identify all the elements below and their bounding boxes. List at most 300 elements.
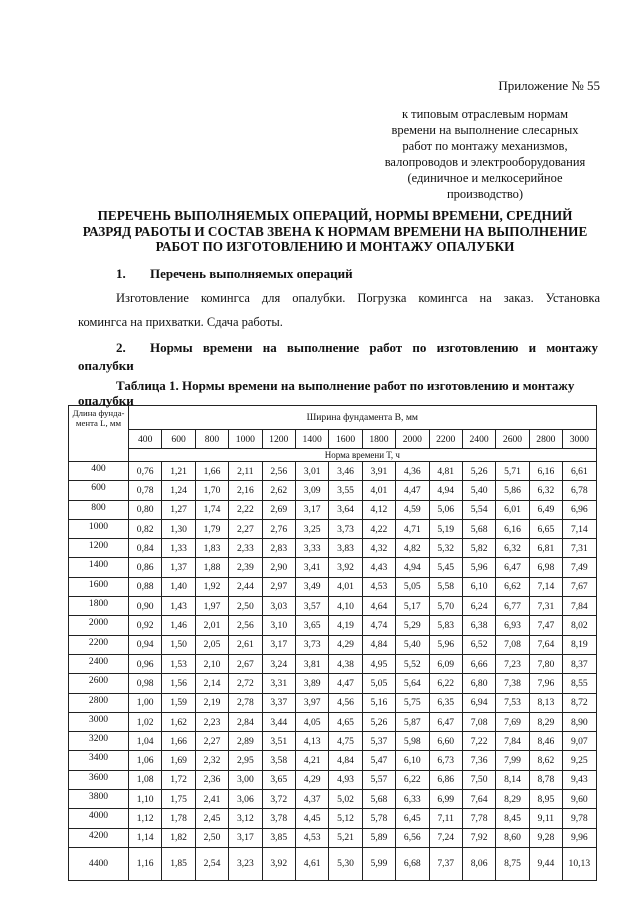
norm-cell: 9,78 xyxy=(563,809,597,828)
norm-cell: 6,16 xyxy=(496,519,529,538)
norm-cell: 4,13 xyxy=(295,732,328,751)
norm-cell: 2,16 xyxy=(229,481,262,500)
norm-cell: 3,81 xyxy=(295,654,328,673)
norm-cell: 9,60 xyxy=(563,790,597,809)
section2-heading-line1: Нормы времени на выполнение работ по изготовлению и монтажу xyxy=(150,340,598,355)
norm-cell: 1,82 xyxy=(162,828,195,847)
table-row xyxy=(69,751,597,770)
norm-cell: 2,76 xyxy=(262,519,295,538)
norm-cell: 1,37 xyxy=(162,558,195,577)
norm-cell: 6,62 xyxy=(496,577,529,596)
norm-cell: 5,05 xyxy=(362,674,395,693)
norm-cell: 5,26 xyxy=(362,712,395,731)
norm-cell: 6,24 xyxy=(462,597,495,616)
norm-cell: 1,14 xyxy=(129,828,162,847)
table-row xyxy=(69,693,597,712)
norm-cell: 6,66 xyxy=(462,654,495,673)
norm-cell: 3,91 xyxy=(362,462,395,481)
norm-cell: 8,45 xyxy=(496,809,529,828)
norm-cell: 8,46 xyxy=(529,732,562,751)
norm-cell: 2,36 xyxy=(195,770,228,789)
norm-cell: 1,00 xyxy=(129,693,162,712)
norm-cell: 6,78 xyxy=(563,481,597,500)
norm-cell: 6,77 xyxy=(496,597,529,616)
norm-cell: 3,89 xyxy=(295,674,328,693)
width-col-header: 400 xyxy=(129,430,162,449)
norm-cell: 5,89 xyxy=(362,828,395,847)
norm-cell: 5,96 xyxy=(462,558,495,577)
norm-cell: 5,70 xyxy=(429,597,462,616)
row-length: 2600 xyxy=(69,674,129,693)
norm-header: Норма времени Т, ч xyxy=(129,449,597,462)
norm-cell: 2,19 xyxy=(195,693,228,712)
norm-cell: 7,31 xyxy=(529,597,562,616)
appendix-line: времени на выполнение слесарных xyxy=(391,123,579,137)
norm-cell: 9,07 xyxy=(563,732,597,751)
section1-heading: Перечень выполняемых операций xyxy=(150,266,353,281)
norm-cell: 6,56 xyxy=(396,828,429,847)
norm-cell: 7,38 xyxy=(496,674,529,693)
norm-cell: 5,47 xyxy=(362,751,395,770)
norm-cell: 1,66 xyxy=(195,462,228,481)
table-row xyxy=(69,616,597,635)
norm-cell: 1,70 xyxy=(195,481,228,500)
norm-cell: 7,69 xyxy=(496,712,529,731)
norm-cell: 1,69 xyxy=(162,751,195,770)
norm-cell: 1,85 xyxy=(162,847,195,880)
norm-cell: 3,31 xyxy=(262,674,295,693)
length-header: Длина фунда-мента L, мм xyxy=(69,406,129,462)
norm-cell: 6,98 xyxy=(529,558,562,577)
title-line: РАЗРЯД РАБОТЫ И СОСТАВ ЗВЕНА К НОРМАМ ВРЕМЕНИ НА ВЫПОЛНЕНИЕ xyxy=(82,223,588,239)
norm-cell: 6,32 xyxy=(529,481,562,500)
norm-cell: 5,57 xyxy=(362,770,395,789)
norm-cell: 6,10 xyxy=(396,751,429,770)
norm-cell: 8,55 xyxy=(563,674,597,693)
norm-cell: 7,49 xyxy=(563,558,597,577)
norm-cell: 3,83 xyxy=(329,539,362,558)
norm-cell: 7,64 xyxy=(462,790,495,809)
norm-cell: 7,24 xyxy=(429,828,462,847)
norm-cell: 4,01 xyxy=(329,577,362,596)
table-caption-line1: Таблица 1. Нормы времени на выполнение работ по изготовлению и монтажу xyxy=(116,378,575,393)
norm-cell: 7,96 xyxy=(529,674,562,693)
norm-cell: 1,78 xyxy=(162,809,195,828)
norm-cell: 4,05 xyxy=(295,712,328,731)
norm-cell: 3,46 xyxy=(329,462,362,481)
norm-cell: 1,21 xyxy=(162,462,195,481)
norm-cell: 6,10 xyxy=(462,577,495,596)
norm-cell: 5,64 xyxy=(396,674,429,693)
norm-cell: 6,33 xyxy=(396,790,429,809)
norm-cell: 2,69 xyxy=(262,500,295,519)
norm-cell: 4,22 xyxy=(362,519,395,538)
appendix-line: производство) xyxy=(446,187,524,201)
norm-cell: 7,37 xyxy=(429,847,462,880)
norm-cell: 4,45 xyxy=(295,809,328,828)
norm-cell: 3,65 xyxy=(262,770,295,789)
norm-cell: 8,62 xyxy=(529,751,562,770)
norm-cell: 6,01 xyxy=(496,500,529,519)
norm-cell: 6,73 xyxy=(429,751,462,770)
table-row xyxy=(69,732,597,751)
table-row xyxy=(69,500,597,519)
table-row xyxy=(69,828,597,847)
norm-cell: 4,64 xyxy=(362,597,395,616)
norm-cell: 3,10 xyxy=(262,616,295,635)
table-caption xyxy=(78,378,608,408)
norm-cell: 2,01 xyxy=(195,616,228,635)
section1-number: 1. xyxy=(116,266,126,281)
norm-cell: 4,59 xyxy=(396,500,429,519)
norm-cell: 4,71 xyxy=(396,519,429,538)
row-length: 4000 xyxy=(69,809,129,828)
table-row xyxy=(69,790,597,809)
norm-cell: 2,89 xyxy=(229,732,262,751)
norm-cell: 0,82 xyxy=(129,519,162,538)
width-col-header: 2200 xyxy=(429,430,462,449)
norm-cell: 7,64 xyxy=(529,635,562,654)
norm-cell: 4,94 xyxy=(429,481,462,500)
norm-cell: 1,75 xyxy=(162,790,195,809)
norm-cell: 8,13 xyxy=(529,693,562,712)
norm-cell: 5,98 xyxy=(396,732,429,751)
norm-cell: 6,35 xyxy=(429,693,462,712)
norm-cell: 1,72 xyxy=(162,770,195,789)
norm-cell: 6,65 xyxy=(529,519,562,538)
norm-cell: 9,96 xyxy=(563,828,597,847)
norm-cell: 5,40 xyxy=(396,635,429,654)
norm-cell: 1,56 xyxy=(162,674,195,693)
row-length: 2000 xyxy=(69,616,129,635)
norm-cell: 5,78 xyxy=(362,809,395,828)
norm-cell: 2,27 xyxy=(229,519,262,538)
norm-cell: 7,80 xyxy=(529,654,562,673)
section2-heading-line2: опалубки xyxy=(78,358,134,373)
norm-cell: 4,94 xyxy=(396,558,429,577)
norm-cell: 5,87 xyxy=(396,712,429,731)
norm-cell: 4,19 xyxy=(329,616,362,635)
norm-cell: 2,56 xyxy=(262,462,295,481)
norm-cell: 7,47 xyxy=(529,616,562,635)
norm-cell: 1,46 xyxy=(162,616,195,635)
norm-cell: 2,78 xyxy=(229,693,262,712)
norm-cell: 3,73 xyxy=(295,635,328,654)
norm-cell: 2,41 xyxy=(195,790,228,809)
table-row xyxy=(69,635,597,654)
norm-cell: 4,32 xyxy=(362,539,395,558)
norm-cell: 3,23 xyxy=(229,847,262,880)
row-length: 3000 xyxy=(69,712,129,731)
norm-cell: 8,72 xyxy=(563,693,597,712)
norm-cell: 5,37 xyxy=(362,732,395,751)
norm-cell: 2,39 xyxy=(229,558,262,577)
row-length: 4400 xyxy=(69,847,129,880)
norm-cell: 2,62 xyxy=(262,481,295,500)
norm-cell: 3,41 xyxy=(295,558,328,577)
norm-cell: 6,94 xyxy=(462,693,495,712)
norm-cell: 5,30 xyxy=(329,847,362,880)
norm-cell: 4,36 xyxy=(396,462,429,481)
norm-cell: 0,76 xyxy=(129,462,162,481)
norm-cell: 4,82 xyxy=(396,539,429,558)
norm-cell: 6,52 xyxy=(462,635,495,654)
row-length: 400 xyxy=(69,462,129,481)
width-col-header: 1800 xyxy=(362,430,395,449)
norm-cell: 9,43 xyxy=(563,770,597,789)
appendix-line: валопроводов и электрооборудования xyxy=(384,155,586,169)
norm-cell: 2,61 xyxy=(229,635,262,654)
width-col-header: 2600 xyxy=(496,430,529,449)
norm-cell: 6,38 xyxy=(462,616,495,635)
norm-cell: 0,78 xyxy=(129,481,162,500)
norm-cell: 2,50 xyxy=(195,828,228,847)
row-length: 1200 xyxy=(69,539,129,558)
norm-cell: 8,75 xyxy=(496,847,529,880)
table-row xyxy=(69,481,597,500)
table-row xyxy=(69,539,597,558)
norm-cell: 1,62 xyxy=(162,712,195,731)
norm-cell: 6,32 xyxy=(496,539,529,558)
norm-cell: 7,67 xyxy=(563,577,597,596)
norm-cell: 7,11 xyxy=(429,809,462,828)
norm-cell: 2,72 xyxy=(229,674,262,693)
width-col-header: 1000 xyxy=(229,430,262,449)
norm-cell: 3,37 xyxy=(262,693,295,712)
norm-cell: 3,12 xyxy=(229,809,262,828)
row-length: 3800 xyxy=(69,790,129,809)
norm-cell: 7,84 xyxy=(496,732,529,751)
norm-cell: 0,90 xyxy=(129,597,162,616)
norm-cell: 6,22 xyxy=(396,770,429,789)
norm-cell: 9,11 xyxy=(529,809,562,828)
norm-cell: 3,17 xyxy=(262,635,295,654)
norm-cell: 7,22 xyxy=(462,732,495,751)
norm-cell: 5,68 xyxy=(362,790,395,809)
norm-cell: 8,90 xyxy=(563,712,597,731)
norm-cell: 8,95 xyxy=(529,790,562,809)
norm-cell: 0,86 xyxy=(129,558,162,577)
table-caption-line2: опалубки xyxy=(78,393,134,408)
norm-cell: 4,47 xyxy=(396,481,429,500)
norm-cell: 7,78 xyxy=(462,809,495,828)
norm-cell: 5,32 xyxy=(429,539,462,558)
table-row xyxy=(69,847,597,880)
norm-cell: 6,99 xyxy=(429,790,462,809)
norm-cell: 4,95 xyxy=(362,654,395,673)
row-length: 3600 xyxy=(69,770,129,789)
table-row xyxy=(69,519,597,538)
row-length: 1600 xyxy=(69,577,129,596)
norm-cell: 2,54 xyxy=(195,847,228,880)
norm-cell: 3,64 xyxy=(329,500,362,519)
norm-cell: 3,97 xyxy=(295,693,328,712)
norm-cell: 2,32 xyxy=(195,751,228,770)
norm-cell: 2,05 xyxy=(195,635,228,654)
norm-cell: 5,71 xyxy=(496,462,529,481)
norm-cell: 3,65 xyxy=(295,616,328,635)
norm-cell: 1,02 xyxy=(129,712,162,731)
appendix-line: работ по монтажу механизмов, xyxy=(402,139,568,153)
norm-cell: 6,49 xyxy=(529,500,562,519)
section1-text-line2: комингса на прихватки. Сдача работы. xyxy=(78,315,283,329)
norm-cell: 3,33 xyxy=(295,539,328,558)
table-row xyxy=(69,462,597,481)
norm-cell: 7,14 xyxy=(529,577,562,596)
norm-cell: 3,57 xyxy=(295,597,328,616)
width-col-header: 1400 xyxy=(295,430,328,449)
norm-cell: 7,50 xyxy=(462,770,495,789)
widths-row xyxy=(69,430,597,449)
norm-cell: 3,72 xyxy=(262,790,295,809)
norm-cell: 1,59 xyxy=(162,693,195,712)
norm-cell: 8,78 xyxy=(529,770,562,789)
norm-cell: 1,30 xyxy=(162,519,195,538)
row-length: 600 xyxy=(69,481,129,500)
norm-cell: 6,80 xyxy=(462,674,495,693)
norm-cell: 1,92 xyxy=(195,577,228,596)
norm-cell: 8,60 xyxy=(496,828,529,847)
norm-cell: 3,73 xyxy=(329,519,362,538)
norm-cell: 8,29 xyxy=(529,712,562,731)
norm-cell: 1,24 xyxy=(162,481,195,500)
norm-cell: 7,92 xyxy=(462,828,495,847)
norm-cell: 2,56 xyxy=(229,616,262,635)
norm-cell: 9,25 xyxy=(563,751,597,770)
norm-cell: 6,47 xyxy=(496,558,529,577)
norm-cell: 1,53 xyxy=(162,654,195,673)
row-length: 4200 xyxy=(69,828,129,847)
norm-cell: 2,44 xyxy=(229,577,262,596)
norm-cell: 1,10 xyxy=(129,790,162,809)
norm-cell: 4,74 xyxy=(362,616,395,635)
appendix-line: (единичное и мелкосерийное xyxy=(407,171,563,185)
norm-cell: 6,60 xyxy=(429,732,462,751)
norm-cell: 0,94 xyxy=(129,635,162,654)
appendix-line: к типовым отраслевым нормам xyxy=(401,107,569,121)
norm-cell: 5,54 xyxy=(462,500,495,519)
norm-cell: 0,92 xyxy=(129,616,162,635)
norm-cell: 4,65 xyxy=(329,712,362,731)
width-col-header: 2800 xyxy=(529,430,562,449)
norm-cell: 7,08 xyxy=(462,712,495,731)
norm-cell: 9,28 xyxy=(529,828,562,847)
norm-cell: 4,21 xyxy=(295,751,328,770)
row-length: 3200 xyxy=(69,732,129,751)
row-length: 1400 xyxy=(69,558,129,577)
norm-cell: 4,38 xyxy=(329,654,362,673)
norm-cell: 5,17 xyxy=(396,597,429,616)
norm-cell: 4,93 xyxy=(329,770,362,789)
norm-cell: 3,49 xyxy=(295,577,328,596)
row-length: 1000 xyxy=(69,519,129,538)
norm-cell: 5,05 xyxy=(396,577,429,596)
norm-cell: 4,47 xyxy=(329,674,362,693)
appendix-block xyxy=(360,78,610,202)
norm-cell: 1,66 xyxy=(162,732,195,751)
table-row xyxy=(69,770,597,789)
norm-cell: 6,81 xyxy=(529,539,562,558)
section2-number: 2. xyxy=(116,340,126,355)
norm-cell: 4,84 xyxy=(329,751,362,770)
norm-cell: 2,27 xyxy=(195,732,228,751)
norm-cell: 5,68 xyxy=(462,519,495,538)
row-length: 2200 xyxy=(69,635,129,654)
norm-cell: 7,84 xyxy=(563,597,597,616)
norm-cell: 4,75 xyxy=(329,732,362,751)
norm-cell: 6,47 xyxy=(429,712,462,731)
document-title xyxy=(70,208,600,255)
norm-cell: 5,75 xyxy=(396,693,429,712)
norm-cell: 6,09 xyxy=(429,654,462,673)
norm-cell: 2,84 xyxy=(229,712,262,731)
section1-text-line1: Изготовление комингса для опалубки. Погрузка комингса на заказ. Установка xyxy=(116,291,600,305)
norm-cell: 1,43 xyxy=(162,597,195,616)
norm-cell: 1,97 xyxy=(195,597,228,616)
norm-cell: 5,82 xyxy=(462,539,495,558)
table-row xyxy=(69,674,597,693)
norm-cell: 0,98 xyxy=(129,674,162,693)
norm-cell: 3,09 xyxy=(295,481,328,500)
norm-cell: 4,81 xyxy=(429,462,462,481)
norm-cell: 7,23 xyxy=(496,654,529,673)
norm-cell: 4,53 xyxy=(362,577,395,596)
norm-cell: 5,83 xyxy=(429,616,462,635)
norm-cell: 5,86 xyxy=(496,481,529,500)
norm-cell: 5,06 xyxy=(429,500,462,519)
width-col-header: 2400 xyxy=(462,430,495,449)
norm-cell: 3,24 xyxy=(262,654,295,673)
norm-cell: 4,29 xyxy=(295,770,328,789)
norm-cell: 2,50 xyxy=(229,597,262,616)
table-row xyxy=(69,597,597,616)
norm-cell: 9,44 xyxy=(529,847,562,880)
norm-cell: 10,13 xyxy=(563,847,597,880)
norm-cell: 5,26 xyxy=(462,462,495,481)
norm-cell: 4,37 xyxy=(295,790,328,809)
width-col-header: 600 xyxy=(162,430,195,449)
norm-cell: 4,61 xyxy=(295,847,328,880)
norm-cell: 2,22 xyxy=(229,500,262,519)
norm-cell: 2,23 xyxy=(195,712,228,731)
row-length: 3400 xyxy=(69,751,129,770)
norm-cell: 6,22 xyxy=(429,674,462,693)
norm-cell: 6,68 xyxy=(396,847,429,880)
title-line: РАБОТ ПО ИЗГОТОВЛЕНИЮ И МОНТАЖУ ОПАЛУБКИ xyxy=(155,239,515,254)
norm-cell: 8,29 xyxy=(496,790,529,809)
appendix-number: Приложение № 55 xyxy=(498,78,600,93)
norm-cell: 6,96 xyxy=(563,500,597,519)
norm-cell: 8,02 xyxy=(563,616,597,635)
norm-cell: 1,04 xyxy=(129,732,162,751)
norm-cell: 5,16 xyxy=(362,693,395,712)
norm-cell: 3,06 xyxy=(229,790,262,809)
norm-cell: 4,10 xyxy=(329,597,362,616)
table-row xyxy=(69,577,597,596)
norm-cell: 7,08 xyxy=(496,635,529,654)
norm-cell: 0,88 xyxy=(129,577,162,596)
norm-cell: 7,99 xyxy=(496,751,529,770)
norm-cell: 2,83 xyxy=(262,539,295,558)
table-row xyxy=(69,558,597,577)
norm-cell: 5,45 xyxy=(429,558,462,577)
norm-cell: 2,33 xyxy=(229,539,262,558)
norm-cell: 5,12 xyxy=(329,809,362,828)
norm-cell: 7,14 xyxy=(563,519,597,538)
norm-cell: 2,11 xyxy=(229,462,262,481)
norm-cell: 6,93 xyxy=(496,616,529,635)
norm-cell: 6,86 xyxy=(429,770,462,789)
